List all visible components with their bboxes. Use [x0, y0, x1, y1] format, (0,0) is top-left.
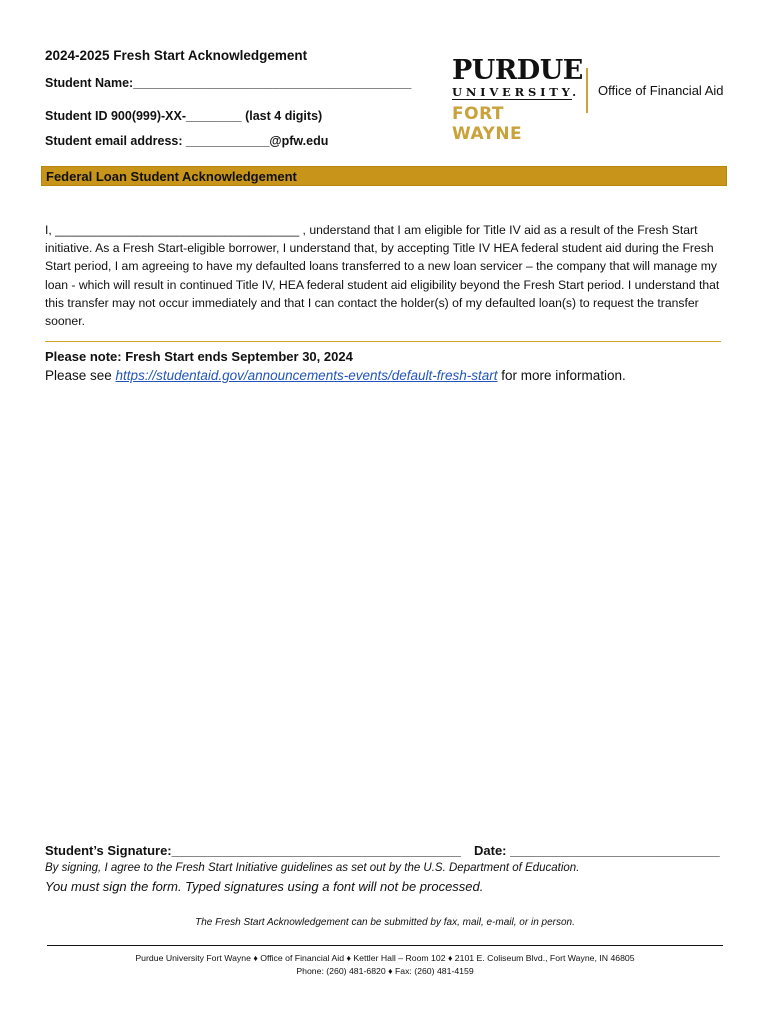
date-field[interactable]: Date: _____________________________ — [474, 843, 720, 858]
acknowledgement-paragraph: I, ____________________________________ , understand that I am eligible for Title IV aid as a result of the Fresh Start initiative. As a Fresh Start-eligible borrower, I understand that, by accepting Title IV HEA federal student aid during the Fresh Start period, I am agreeing to have my defaulted loans transferred to a new loan servicer – the company that will manage my loan - which will result in continued Title IV, HEA federal student aid eligibility beyond the Fresh Start period. I understand that this transfer may not occur immediately and that I can contact the holder(s) of my defaulted loan(s) to request the transfer sooner. — [45, 223, 720, 329]
student-email-field[interactable]: Student email address: ____________@pfw.edu — [45, 134, 329, 148]
signature-field[interactable]: Student’s Signature:________________________________________ — [45, 843, 461, 858]
section-banner-title: Federal Loan Student Acknowledgement — [46, 169, 297, 184]
student-id-field[interactable]: Student ID 900(999)-XX-________ (last 4 digits) — [45, 109, 323, 123]
footer-phone: Phone: (260) 481-6820 ♦ Fax: (260) 481-4159 — [296, 966, 474, 976]
divider — [45, 341, 721, 342]
logo-purdue-text: PURDUE — [452, 55, 583, 86]
deadline-note: Please note: Fresh Start ends September 30, 2024 — [45, 349, 353, 364]
student-name-field[interactable]: Student Name:________________________________________ — [45, 76, 412, 90]
logo-university-text: UNIVERSITY. — [452, 85, 580, 99]
section-banner — [41, 166, 727, 186]
form-title: 2024-2025 Fresh Start Acknowledgement — [45, 48, 308, 63]
more-info-line — [45, 368, 626, 383]
fresh-start-link[interactable]: https://studentaid.gov/announcements-events/default-fresh-start — [115, 368, 498, 383]
office-name: Office of Financial Aid — [598, 83, 724, 98]
footer-address: Purdue University Fort Wayne ♦ Office of Financial Aid ♦ Kettler Hall – Room 102 ♦ 2101 E. Coliseum Blvd., Fort Wayne, IN 46805 — [135, 953, 635, 963]
logo-fort-wayne-text: FORT WAYNE — [452, 104, 523, 144]
signing-agreement-note: By signing, I agree to the Fresh Start Initiative guidelines as set out by the U.S. Department of Education. — [45, 862, 580, 874]
more-info-prefix: Please see — [45, 368, 116, 383]
submission-note: The Fresh Start Acknowledgement can be submitted by fax, mail, e-mail, or in person. — [195, 917, 575, 928]
purdue-fort-wayne-logo — [452, 55, 583, 144]
logo-divider — [586, 68, 588, 113]
footer-divider — [47, 945, 723, 946]
must-sign-note: You must sign the form. Typed signatures using a font will not be processed. — [45, 879, 484, 894]
more-info-suffix: for more information. — [497, 368, 626, 383]
